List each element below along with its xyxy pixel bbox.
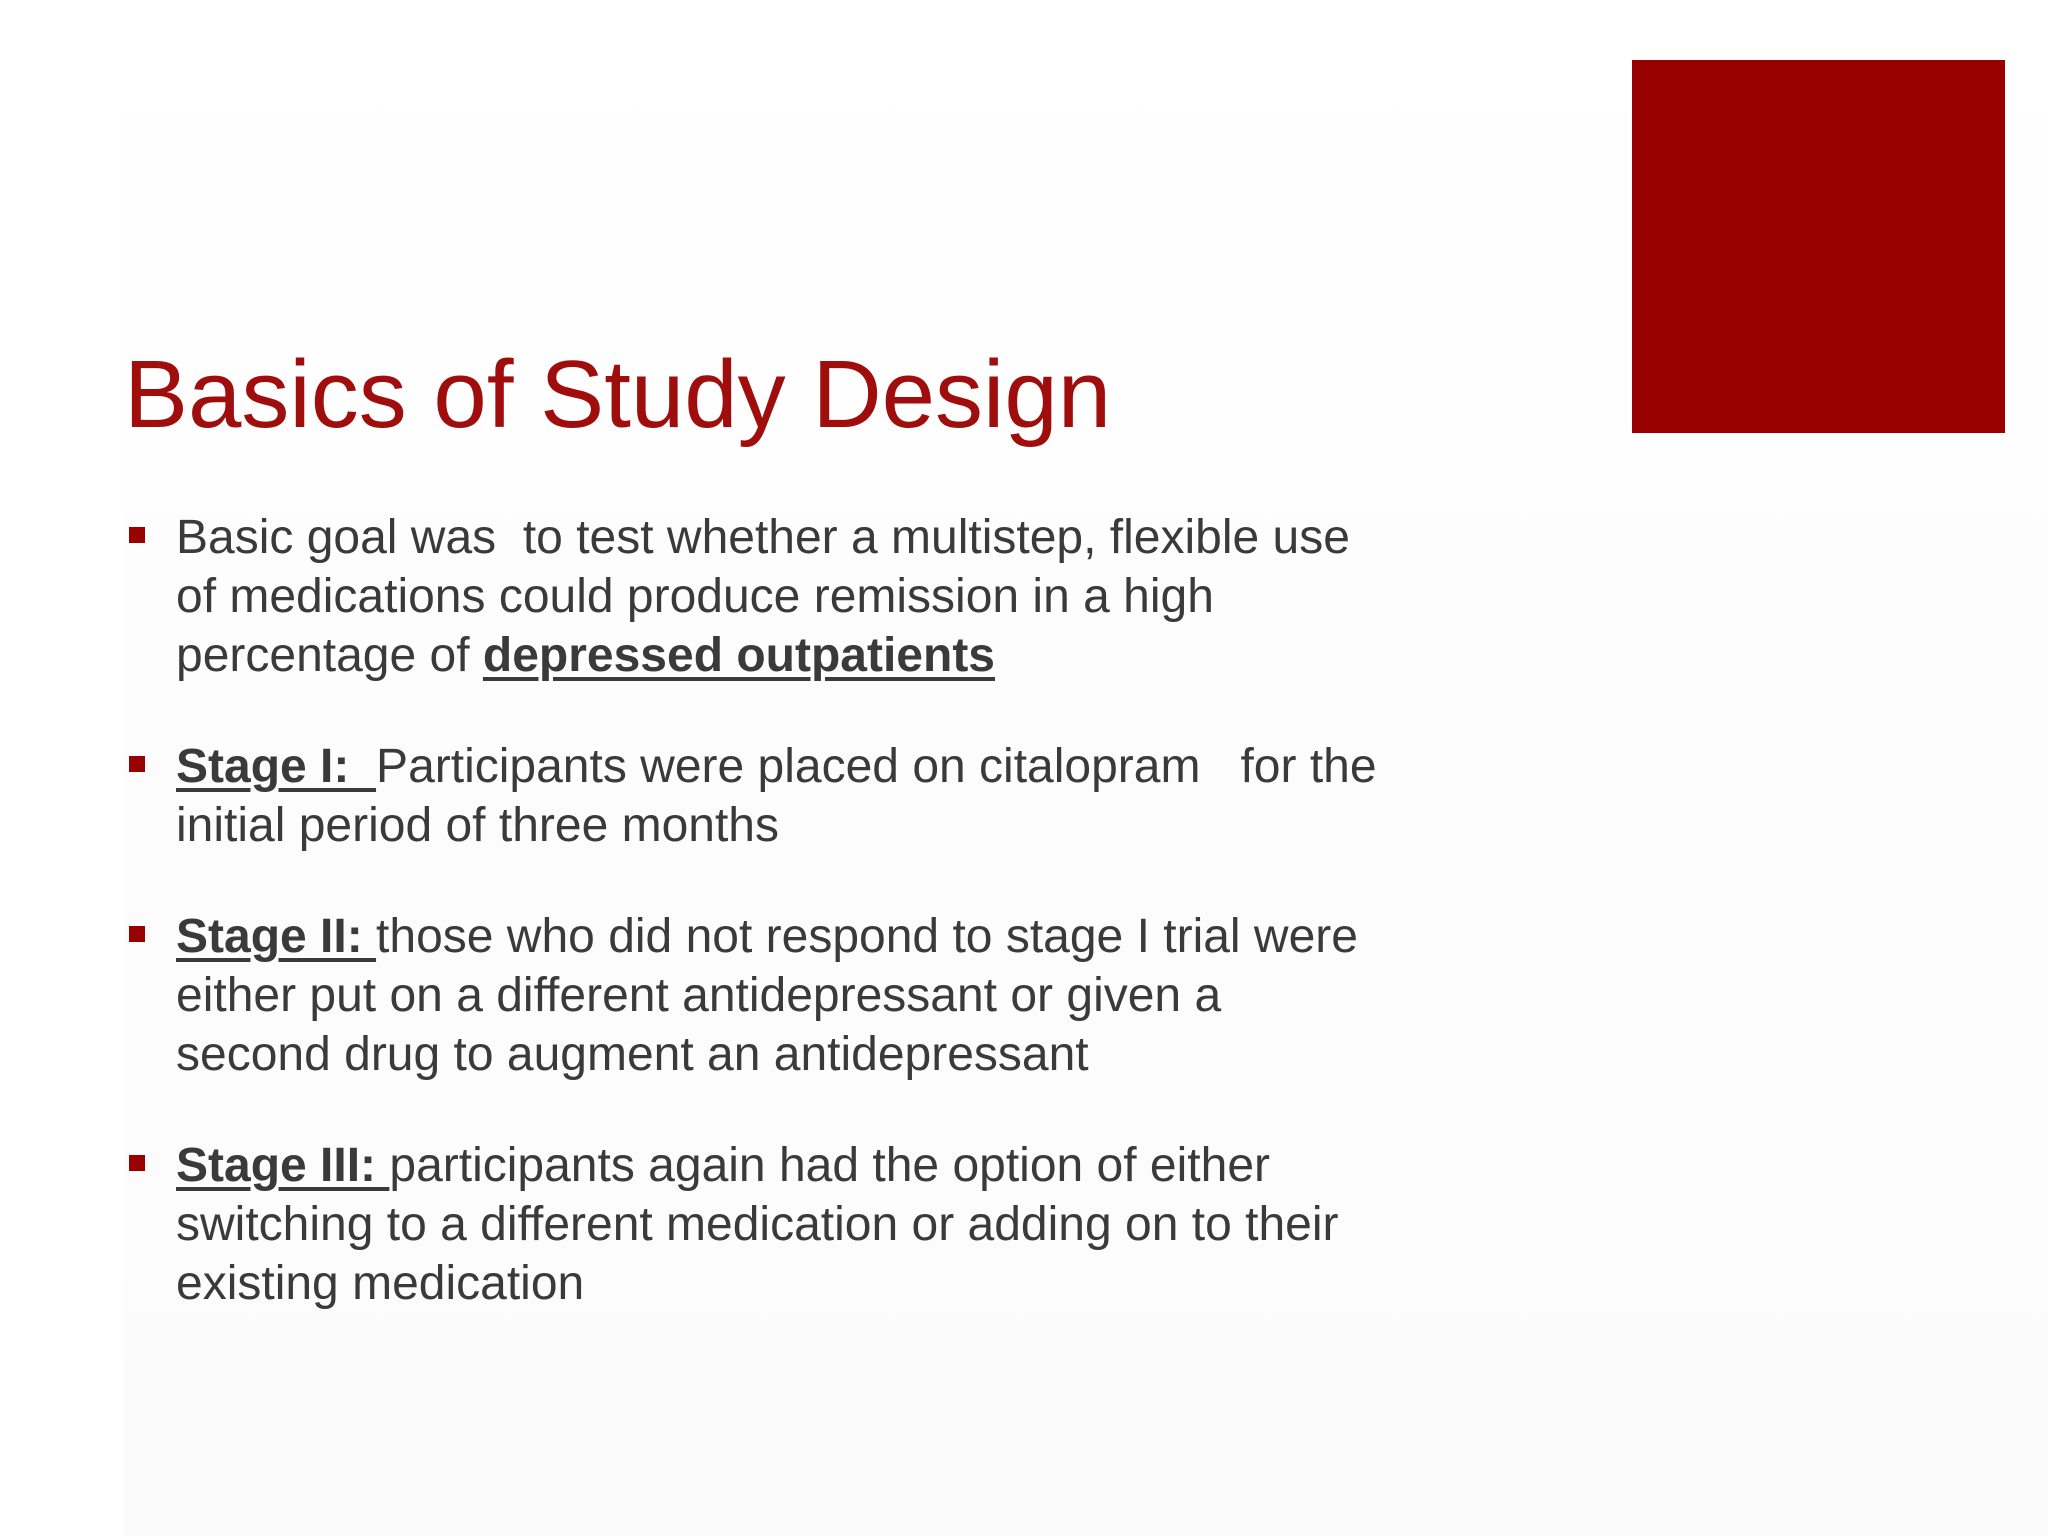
square-bullet-icon [129, 926, 145, 942]
bullet-item-stage-1 [124, 737, 1564, 855]
stage-2-label: Stage II: [176, 910, 377, 963]
bullet-line: second drug to augment an antidepressant [176, 1028, 1089, 1081]
bullet-line [176, 907, 1564, 966]
bullet-line: either put on a different antidepressant or given a [176, 969, 1222, 1022]
bullet-line-text: those who did not respond to stage I trial were [376, 910, 1358, 963]
bullet-line [176, 1136, 1564, 1195]
bullet-line-text: Participants were placed on citalopram for the [376, 740, 1377, 793]
bullet-item-stage-3 [124, 1136, 1564, 1313]
square-bullet-icon [129, 756, 145, 772]
bullet-line: initial period of three months [176, 799, 779, 852]
bullet-line: switching to a different medication or adding on to their [176, 1198, 1339, 1251]
bullet-text [176, 907, 1564, 1084]
bullet-line: Basic goal was to test whether a multistep, flexible use [176, 511, 1350, 564]
stage-1-label: Stage I: [176, 740, 377, 793]
slide-title: Basics of Study Design [124, 341, 1112, 448]
bullet-line [176, 626, 1564, 685]
bullet-line-text: participants again had the option of either [389, 1139, 1270, 1192]
emphasis-depressed-outpatients: depressed outpatients [482, 629, 995, 682]
bullet-line: of medications could produce remission in a high [176, 570, 1214, 623]
bullet-text [176, 1136, 1564, 1313]
bullet-list [124, 508, 1564, 1365]
bullet-line-prefix: percentage of [176, 629, 483, 682]
stage-3-label: Stage III: [176, 1139, 390, 1192]
square-bullet-icon [129, 527, 145, 543]
bullet-text [176, 737, 1564, 855]
bullet-line [176, 737, 1564, 796]
square-bullet-icon [129, 1155, 145, 1171]
accent-square [1632, 60, 2005, 433]
bullet-line: existing medication [176, 1257, 585, 1310]
bullet-text [176, 508, 1564, 685]
bullet-item-stage-2 [124, 907, 1564, 1084]
bullet-item-basic-goal [124, 508, 1564, 685]
